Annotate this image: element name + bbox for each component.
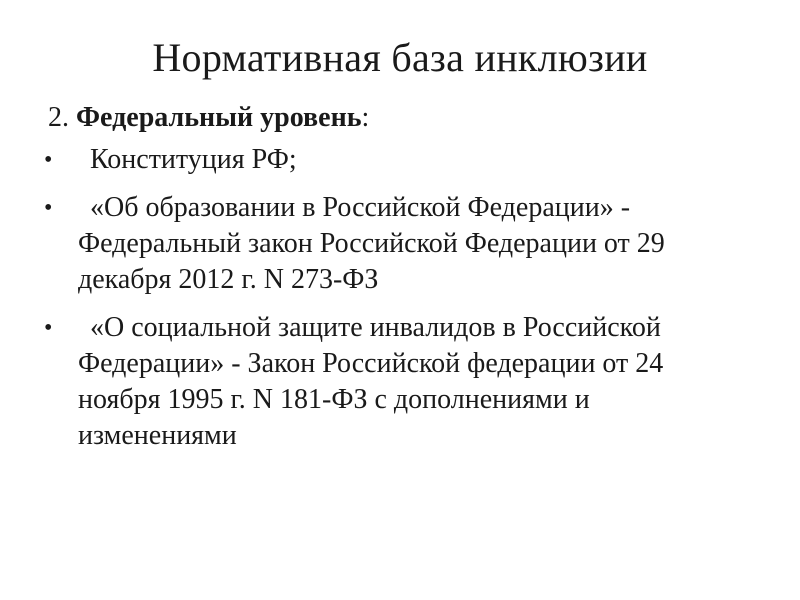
section-colon: : <box>361 102 370 133</box>
bullet-item <box>40 142 740 178</box>
bullet-text: Конституция РФ; <box>90 144 297 175</box>
bullet-item <box>40 190 740 298</box>
slide-title: Нормативная база инклюзии <box>152 35 648 80</box>
bullet-list <box>40 142 740 454</box>
section-number: 2. <box>48 102 76 133</box>
section-title: Федеральный уровень <box>76 102 362 133</box>
bullet-marker: • <box>44 147 53 173</box>
section-heading <box>40 100 740 136</box>
bullet-text: «Об образовании в Российской Федерации» - Федеральный закон Российской Федерации от 29 декабря 2012 г. N 273-ФЗ <box>78 192 665 295</box>
bullet-marker: • <box>44 195 53 221</box>
slide-content <box>40 100 740 466</box>
bullet-marker: • <box>44 315 53 341</box>
bullet-item <box>40 310 740 454</box>
bullet-text: «О социальной защите инвалидов в Российской Федерации» - Закон Российской федерации от 24 ноября 1995 г. N 181-ФЗ с дополнениями и изменениями <box>78 312 664 451</box>
